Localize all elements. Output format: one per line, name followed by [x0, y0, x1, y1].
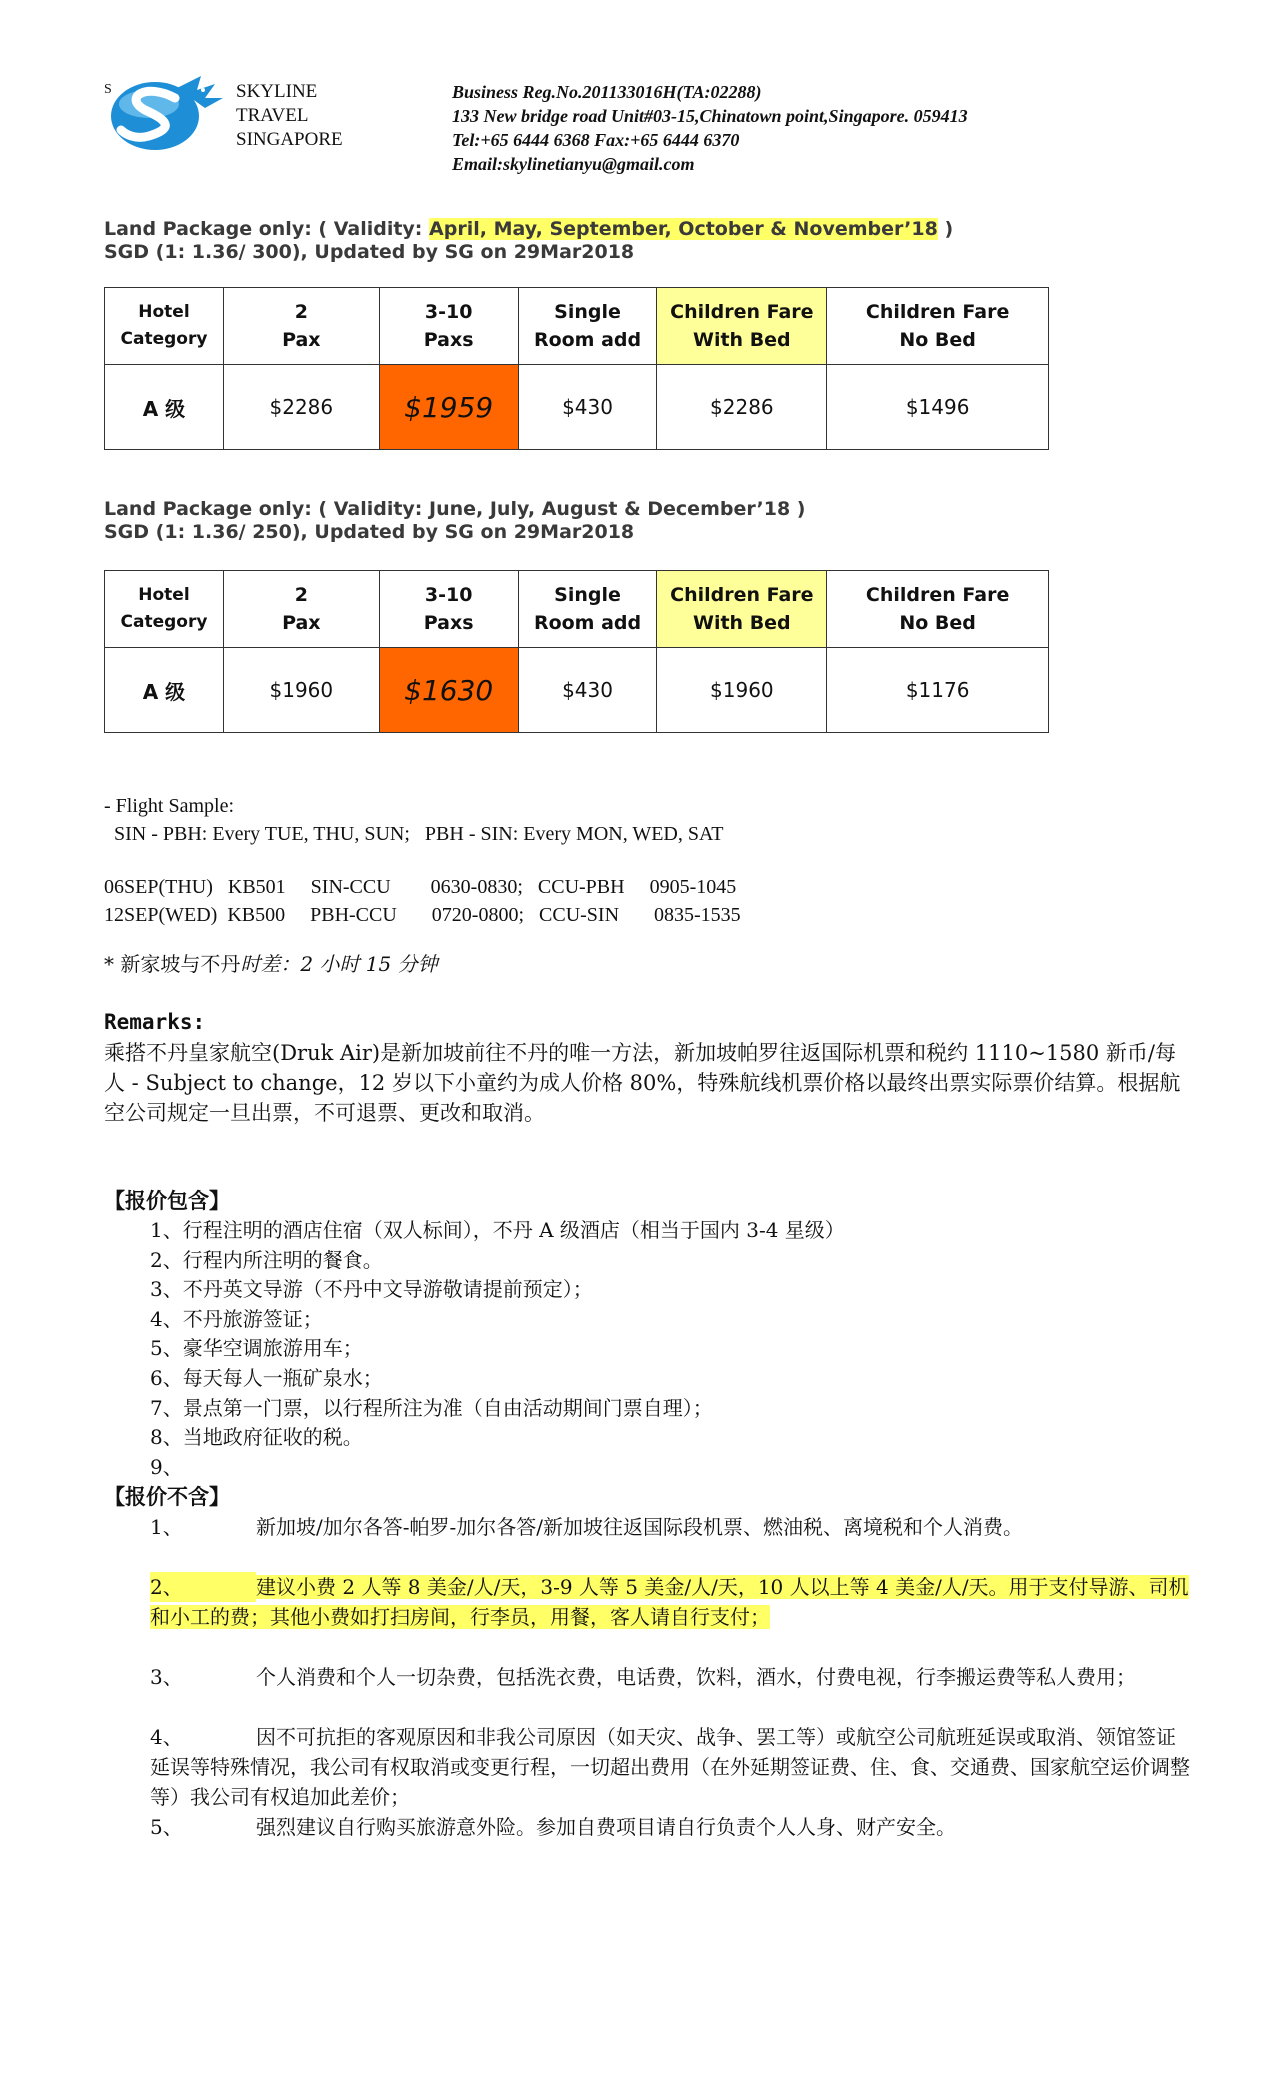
list-item: 2、行程内所注明的餐食。 — [150, 1247, 383, 1272]
cell-3-10-paxs: $1630 — [379, 648, 518, 733]
excludes-item — [150, 1722, 1190, 1812]
cell-children-no-bed: $1176 — [827, 648, 1049, 733]
logo-fragment: S — [104, 82, 112, 97]
excludes-item-number: 4、 — [150, 1725, 183, 1749]
header-hotel-category: Hotel Category — [105, 288, 224, 365]
list-item: 4、不丹旅游签证； — [150, 1306, 323, 1331]
header-children-with-bed: Children Fare With Bed — [657, 571, 827, 648]
company-name — [236, 80, 343, 152]
package1-validity — [104, 218, 953, 241]
header-3-10-paxs: 3-10 Paxs — [379, 571, 518, 648]
cell-single-room: $430 — [518, 365, 657, 450]
cell-single-room: $430 — [518, 648, 657, 733]
package1-price-table — [104, 287, 1049, 450]
cell-children-with-bed: $2286 — [657, 365, 827, 450]
list-item: 3、不丹英文导游（不丹中文导游敬请提前预定）； — [150, 1277, 593, 1302]
cell-2-pax: $2286 — [223, 365, 379, 450]
remarks-title: Remarks: — [104, 1010, 206, 1034]
excludes-item-text: 建议小费 2 人等 8 美金/人/天，3-9 人等 5 美金/人/天，10 人以上等 4 美金/人/天。用于支付导游、司机和小工的费；其他小费如打扫房间，行李员，用餐，客人请自行支付； — [150, 1575, 1189, 1629]
business-reg: Business Reg.No.201133016H(TA:02288) — [452, 82, 762, 102]
excludes-item — [150, 1812, 1190, 1842]
header-hotel-category: Hotel Category — [105, 571, 224, 648]
package2-price-table — [104, 570, 1049, 733]
timezone-diff: 时差：2 小时 15 分钟 — [240, 952, 438, 976]
list-item: 7、景点第一门票，以行程所注为准（自由活动期间门票自理）； — [150, 1395, 713, 1420]
package2-rate: SGD (1: 1.36/ 250), Updated by SG on 29Mar2018 — [104, 521, 635, 543]
package1-validity-months: April, May, September, October & November’18 — [429, 218, 938, 240]
excludes-item-number: 3、 — [150, 1665, 183, 1689]
excludes-item-text: 因不可抗拒的客观原因和非我公司原因（如天灾、战争、罢工等）或航空公司航班延误或取消、领馆签证延误等特殊情况，我公司有权取消或变更行程，一切超出费用（在外延期签证费、住、食、交通费、国家航空运价调整等）我公司有权追加此差价； — [150, 1725, 1190, 1809]
cell-hotel-category: A 级 — [105, 648, 224, 733]
flight-sample-title: - Flight Sample: — [104, 795, 234, 817]
flight-row: 12SEP(WED) KB500 PBH-CCU 0720-0800; CCU-SIN 0835-1535 — [104, 904, 741, 926]
excludes-item-number: 1、 — [150, 1515, 183, 1539]
business-email: Email:skylinetianyu@gmail.com — [452, 154, 695, 174]
excludes-item-number: 2、 — [150, 1572, 256, 1602]
excludes-item-highlighted — [150, 1572, 1190, 1632]
cell-children-no-bed: $1496 — [827, 365, 1049, 450]
excludes-item-text: 新加坡/加尔各答-帕罗-加尔各答/新加坡往返国际段机票、燃油税、离境税和个人消费。 — [256, 1515, 1023, 1539]
excludes-item-number: 5、 — [150, 1815, 183, 1839]
excludes-item — [150, 1662, 1190, 1692]
header-children-no-bed: Children Fare No Bed — [827, 571, 1049, 648]
cell-children-with-bed: $1960 — [657, 648, 827, 733]
excludes-item — [150, 1512, 1190, 1542]
cell-hotel-category: A 级 — [105, 365, 224, 450]
list-item: 9、 — [150, 1454, 183, 1479]
flight-schedule: SIN - PBH: Every TUE, THU, SUN; PBH - SIN: Every MON, WED, SAT — [104, 823, 724, 845]
list-item: 1、行程注明的酒店住宿（双人标间），不丹 A 级酒店（相当于国内 3-4 星级） — [150, 1218, 845, 1242]
company-line: SINGAPORE — [236, 129, 343, 150]
header-single-room: Single Room add — [518, 571, 657, 648]
dragon-s-logo-icon — [105, 68, 235, 158]
header-children-with-bed: Children Fare With Bed — [657, 288, 827, 365]
list-item: 8、当地政府征收的税。 — [150, 1425, 363, 1450]
header-2-pax: 2 Pax — [223, 288, 379, 365]
remarks-text: 乘搭不丹皇家航空(Druk Air)是新加坡前往不丹的唯一方法，新加坡帕罗往返国际机票和税约 1110~1580 新币/每人 - Subject to change，12 岁以下小童约为成人价格 80%，特殊航线机票价格以最终出票实际票价结算。根据航空公司规定一旦出票，不可退票、更改和取消。 — [104, 1041, 1181, 1125]
business-info — [452, 80, 968, 176]
includes-list — [150, 1216, 845, 1482]
company-line: SKYLINE — [236, 81, 318, 102]
company-line: TRAVEL — [236, 105, 309, 126]
list-item: 6、每天每人一瓶矿泉水； — [150, 1365, 383, 1390]
cell-3-10-paxs: $1959 — [379, 365, 518, 450]
timezone-note — [104, 950, 438, 978]
package1-prefix: Land Package only: ( Validity: — [104, 218, 430, 240]
header-children-no-bed: Children Fare No Bed — [827, 288, 1049, 365]
excludes-item-text: 强烈建议自行购买旅游意外险。参加自费项目请自行负责个人人身、财产安全。 — [256, 1815, 956, 1839]
business-phone: Tel:+65 6444 6368 Fax:+65 6444 6370 — [452, 130, 740, 150]
includes-title: 【报价包含】 — [104, 1188, 230, 1213]
timezone-prefix: * 新家坡与不丹 — [104, 952, 241, 976]
excludes-title: 【报价不含】 — [104, 1484, 230, 1509]
package1-suffix: ) — [937, 218, 954, 240]
cell-2-pax: $1960 — [223, 648, 379, 733]
package2-validity: Land Package only: ( Validity: June, July, August & December’18 ) — [104, 498, 806, 520]
excludes-item-text: 个人消费和个人一切杂费，包括洗衣费，电话费，饮料，酒水，付费电视，行李搬运费等私人费用； — [256, 1665, 1136, 1689]
flight-row: 06SEP(THU) KB501 SIN-CCU 0630-0830; CCU-PBH 0905-1045 — [104, 876, 737, 898]
header-3-10-paxs: 3-10 Paxs — [379, 288, 518, 365]
header-single-room: Single Room add — [518, 288, 657, 365]
package1-rate: SGD (1: 1.36/ 300), Updated by SG on 29Mar2018 — [104, 241, 635, 263]
business-address: 133 New bridge road Unit#03-15,Chinatown point,Singapore. 059413 — [452, 106, 968, 126]
list-item: 5、豪华空调旅游用车； — [150, 1336, 363, 1361]
header-2-pax: 2 Pax — [223, 571, 379, 648]
